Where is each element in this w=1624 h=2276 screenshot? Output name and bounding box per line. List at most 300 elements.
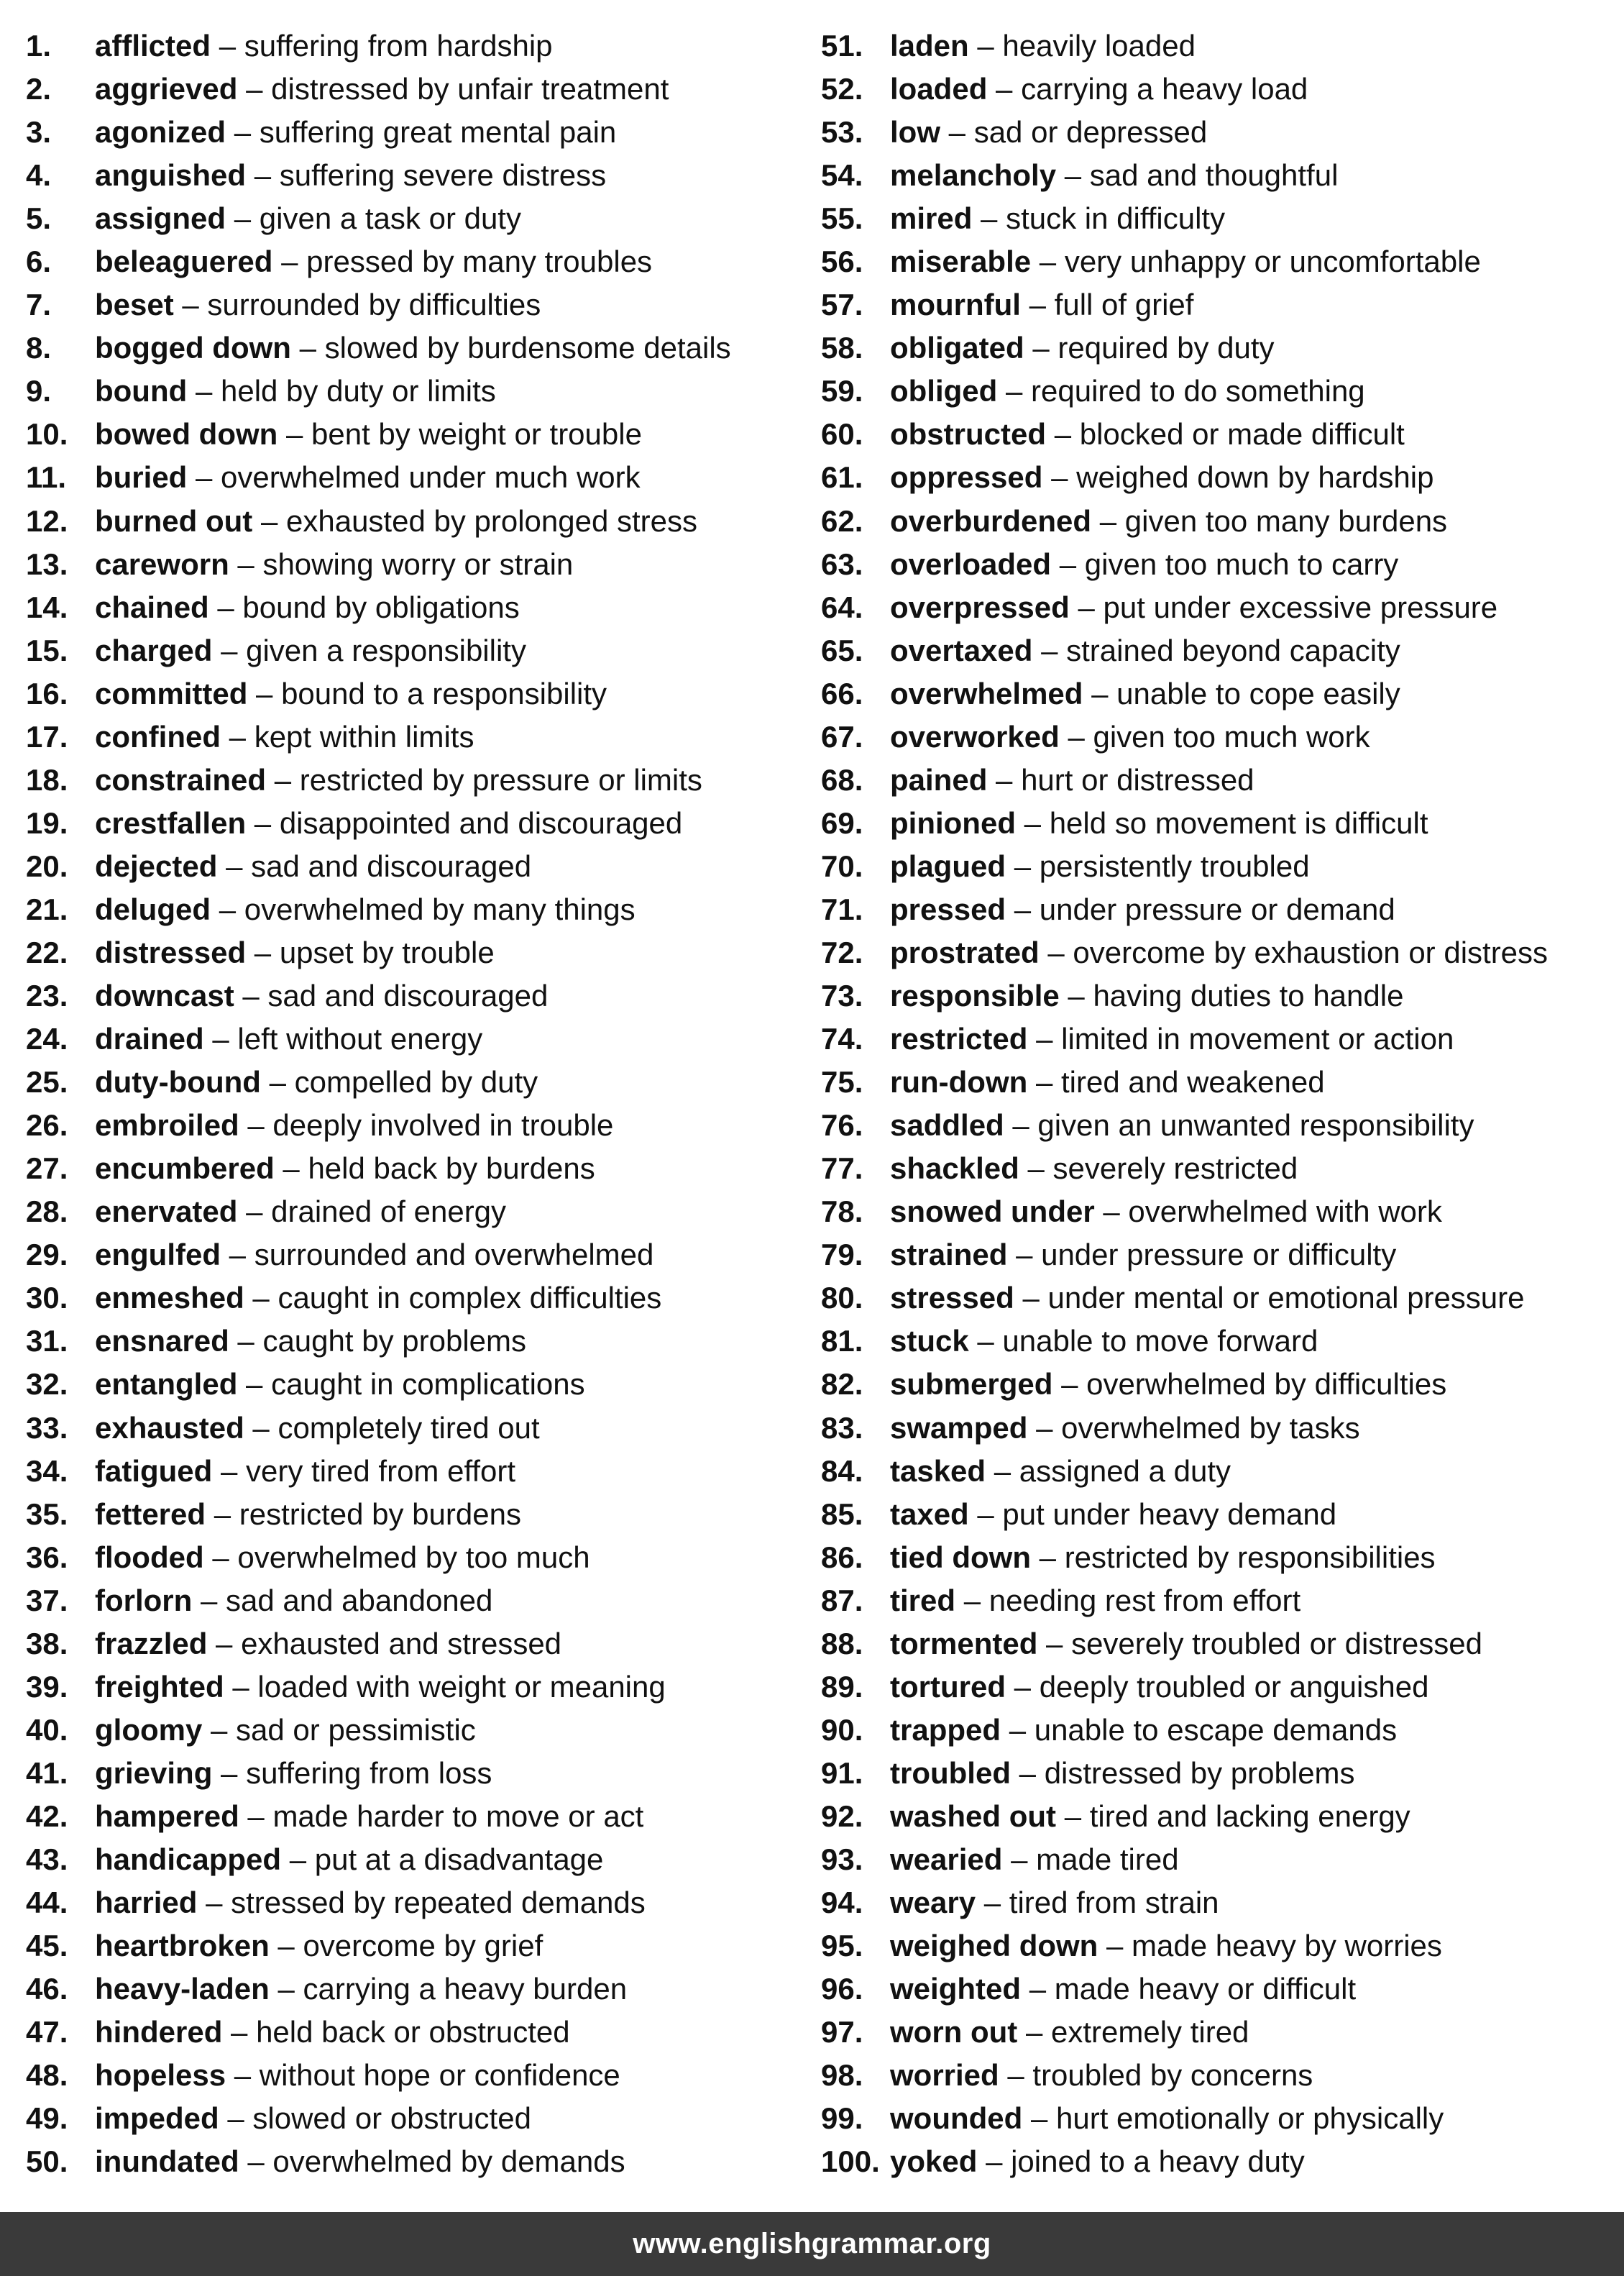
item-text [890, 2054, 1313, 2097]
item-definition: exhausted and stressed [241, 1626, 562, 1660]
item-number: 10. [26, 417, 68, 452]
list-item [821, 197, 1612, 240]
item-number: 15. [26, 633, 68, 667]
item-text [95, 24, 553, 68]
item-number: 98. [821, 2058, 863, 2093]
list-item [821, 1104, 1612, 1147]
item-text [95, 845, 531, 888]
item-word: heavy-laden [95, 1972, 270, 2006]
item-text [890, 1665, 1428, 1709]
item-number: 79. [821, 1238, 863, 1272]
item-number: 97. [821, 2015, 863, 2049]
item-separator: – [254, 158, 272, 193]
item-text [890, 1233, 1396, 1276]
item-text [95, 716, 474, 759]
list-item [26, 68, 802, 111]
item-separator: – [216, 1626, 233, 1660]
item-separator: – [1014, 892, 1032, 926]
list-item [821, 413, 1612, 456]
item-word: confined [95, 719, 221, 754]
item-text [890, 154, 1338, 197]
list-item [26, 1967, 802, 2011]
item-definition: compelled by duty [294, 1065, 538, 1100]
item-separator: – [260, 503, 278, 538]
list-item [821, 1536, 1612, 1579]
item-word: entangled [95, 1367, 238, 1402]
list-item [26, 1104, 802, 1147]
item-definition: restricted by pressure or limits [299, 762, 702, 797]
item-text [890, 197, 1225, 240]
item-number: 39. [26, 1669, 68, 1704]
item-word: aggrieved [95, 72, 238, 106]
item-separator: – [1036, 1022, 1053, 1056]
item-text [890, 2140, 1305, 2183]
item-definition: overwhelmed by difficulties [1086, 1367, 1447, 1402]
item-definition: required by duty [1058, 331, 1275, 365]
item-separator: – [1054, 417, 1072, 452]
item-text [95, 1233, 653, 1276]
item-text [890, 1061, 1325, 1104]
item-word: burned out [95, 503, 253, 538]
list-item [821, 154, 1612, 197]
list-item [26, 845, 802, 888]
item-definition: without hope or confidence [259, 2058, 620, 2093]
item-word: inundated [95, 2144, 239, 2179]
item-definition: unable to escape demands [1034, 1712, 1398, 1747]
list-item [821, 888, 1612, 931]
item-number: 91. [821, 1755, 863, 1790]
item-separator: – [277, 1972, 295, 2006]
item-number: 4. [26, 158, 52, 193]
list-item [26, 197, 802, 240]
list-item [821, 1363, 1612, 1406]
item-definition: given too much work [1093, 719, 1370, 754]
item-word: encumbered [95, 1151, 275, 1186]
list-item [821, 1147, 1612, 1190]
item-word: responsible [890, 979, 1060, 1013]
item-word: distressed [95, 935, 247, 969]
list-item [26, 2140, 802, 2183]
item-definition: drained of energy [271, 1194, 507, 1229]
item-word: obligated [890, 331, 1024, 365]
item-text [95, 759, 702, 802]
item-number: 64. [821, 590, 863, 624]
item-number: 20. [26, 849, 68, 883]
list-item [821, 2140, 1612, 2183]
list-item [821, 1665, 1612, 1709]
list-item [821, 370, 1612, 413]
item-text [890, 413, 1405, 456]
item-separator: – [1025, 2015, 1043, 2049]
item-word: weighted [890, 1972, 1022, 2006]
item-word: miserable [890, 244, 1032, 279]
item-text [95, 1320, 526, 1363]
item-separator: – [285, 417, 303, 452]
item-number: 94. [821, 1886, 863, 1920]
item-text [95, 802, 682, 845]
list-item [821, 2011, 1612, 2054]
item-word: overburdened [890, 503, 1092, 538]
item-separator: – [221, 633, 238, 667]
list-item [26, 1622, 802, 1665]
item-word: downcast [95, 979, 234, 1013]
item-definition: sad and thoughtful [1089, 158, 1339, 193]
list-item [821, 1709, 1612, 1752]
item-definition: overcome by grief [303, 1929, 543, 1963]
item-definition: unable to move forward [1002, 1324, 1318, 1358]
item-definition: overwhelmed by demands [272, 2144, 625, 2179]
item-number: 8. [26, 331, 52, 365]
item-separator: – [247, 1108, 265, 1143]
item-number: 13. [26, 547, 68, 581]
item-number: 25. [26, 1065, 68, 1100]
list-item [821, 1924, 1612, 1967]
list-item [26, 802, 802, 845]
item-number: 84. [821, 1453, 863, 1488]
item-word: crestfallen [95, 805, 247, 840]
list-item [26, 413, 802, 456]
item-separator: – [977, 29, 994, 63]
item-separator: – [1078, 590, 1095, 624]
item-number: 51. [821, 29, 863, 63]
item-word: engulfed [95, 1238, 221, 1272]
item-word: oppressed [890, 460, 1043, 495]
item-separator: – [1068, 979, 1085, 1013]
item-separator: – [1103, 1194, 1120, 1229]
item-text [890, 716, 1370, 759]
item-definition: bound to a responsibility [281, 676, 607, 710]
item-text [890, 1363, 1446, 1406]
item-number: 45. [26, 1929, 68, 1963]
item-text [95, 283, 541, 326]
item-word: prostrated [890, 935, 1040, 969]
item-number: 46. [26, 1972, 68, 2006]
item-number: 34. [26, 1453, 68, 1488]
item-definition: given too many burdens [1124, 503, 1448, 538]
item-number: 63. [821, 547, 863, 581]
item-definition: upset by trouble [279, 935, 495, 969]
item-definition: overwhelmed by many things [244, 892, 636, 926]
item-separator: – [994, 1453, 1011, 1488]
item-text [95, 197, 521, 240]
item-text [95, 974, 548, 1018]
item-text [95, 1967, 627, 2011]
item-word: deluged [95, 892, 211, 926]
item-definition: under mental or emotional pressure [1047, 1281, 1525, 1315]
item-number: 26. [26, 1108, 68, 1143]
item-word: frazzled [95, 1626, 208, 1660]
item-definition: required to do something [1031, 374, 1365, 408]
item-definition: sad and discouraged [267, 979, 549, 1013]
item-word: overworked [890, 719, 1060, 754]
item-word: swamped [890, 1410, 1028, 1445]
item-separator: – [981, 201, 998, 236]
item-number: 76. [821, 1108, 863, 1143]
item-text [890, 456, 1433, 499]
item-text [95, 2011, 570, 2054]
list-item [26, 1320, 802, 1363]
item-text [890, 1795, 1410, 1838]
item-definition: held back by burdens [308, 1151, 595, 1186]
item-text [890, 240, 1481, 283]
item-word: beleaguered [95, 244, 273, 279]
item-word: impeded [95, 2101, 219, 2136]
list-item [821, 456, 1612, 499]
item-definition: very unhappy or uncomfortable [1064, 244, 1481, 279]
item-text [890, 1709, 1397, 1752]
item-number: 35. [26, 1496, 68, 1531]
item-separator: – [1029, 1972, 1047, 2006]
item-definition: made harder to move or act [272, 1799, 644, 1833]
item-text [95, 1018, 482, 1061]
item-word: weary [890, 1886, 976, 1920]
item-separator: – [254, 935, 272, 969]
item-text [890, 1579, 1300, 1622]
item-separator: – [986, 2144, 1003, 2179]
item-text [890, 931, 1548, 974]
list-item [26, 456, 802, 499]
item-text [890, 845, 1310, 888]
item-separator: – [1009, 1712, 1027, 1747]
item-text [95, 154, 606, 197]
item-definition: held back or obstructed [256, 2015, 570, 2049]
item-word: pained [890, 762, 988, 797]
item-number: 69. [821, 805, 863, 840]
list-item [26, 1924, 802, 1967]
item-number: 74. [821, 1022, 863, 1056]
item-separator: – [983, 1886, 1001, 1920]
item-definition: overwhelmed by too much [237, 1540, 590, 1574]
item-word: stuck [890, 1324, 969, 1358]
list-item [26, 543, 802, 586]
list-item [821, 586, 1612, 629]
item-definition: extremely tired [1051, 2015, 1249, 2049]
item-separator: – [274, 762, 292, 797]
list-item [26, 240, 802, 283]
item-number: 85. [821, 1496, 863, 1531]
item-word: assigned [95, 201, 226, 236]
item-word: heartbroken [95, 1929, 270, 1963]
item-text [95, 2097, 531, 2140]
item-separator: – [247, 2144, 265, 2179]
item-definition: tired from strain [1009, 1886, 1219, 1920]
item-text [95, 370, 496, 413]
item-number: 11. [26, 460, 67, 495]
list-item [821, 1061, 1612, 1104]
item-word: saddled [890, 1108, 1004, 1143]
item-number: 40. [26, 1712, 68, 1747]
item-number: 82. [821, 1367, 863, 1402]
item-text [890, 1276, 1525, 1320]
item-separator: – [977, 1496, 994, 1531]
item-word: strained [890, 1238, 1008, 1272]
item-text [95, 1924, 543, 1967]
item-word: duty-bound [95, 1065, 261, 1100]
item-word: bound [95, 374, 188, 408]
list-item [26, 1493, 802, 1536]
item-separator: – [227, 2101, 244, 2136]
item-number: 36. [26, 1540, 68, 1574]
item-text [95, 1407, 540, 1450]
item-text [890, 586, 1497, 629]
item-separator: – [996, 72, 1013, 106]
item-definition: stuck in difficulty [1006, 201, 1226, 236]
item-text [95, 413, 642, 456]
item-word: low [890, 115, 940, 150]
item-text [890, 370, 1365, 413]
item-word: beset [95, 288, 174, 322]
list-item [26, 1147, 802, 1190]
item-text [890, 326, 1275, 370]
item-definition: overwhelmed with work [1128, 1194, 1442, 1229]
item-number: 49. [26, 2101, 68, 2136]
item-number: 12. [26, 503, 68, 538]
item-word: worn out [890, 2015, 1018, 2049]
item-separator: – [283, 1151, 300, 1186]
item-number: 67. [821, 719, 863, 754]
item-text [95, 1104, 613, 1147]
item-word: forlorn [95, 1583, 193, 1617]
item-definition: very tired from effort [246, 1453, 516, 1488]
item-separator: – [1106, 1929, 1124, 1963]
item-text [890, 1536, 1436, 1579]
item-number: 100. [821, 2144, 880, 2179]
item-definition: overcome by exhaustion or distress [1073, 935, 1549, 969]
item-number: 88. [821, 1626, 863, 1660]
item-word: overtaxed [890, 633, 1033, 667]
item-separator: – [200, 1583, 218, 1617]
item-number: 29. [26, 1238, 68, 1272]
item-text [890, 111, 1207, 154]
item-definition: carrying a heavy load [1021, 72, 1308, 106]
list-item [26, 1838, 802, 1881]
list-item [821, 931, 1612, 974]
item-definition: sad and abandoned [226, 1583, 493, 1617]
item-number: 87. [821, 1583, 863, 1617]
item-text [95, 1147, 595, 1190]
item-word: afflicted [95, 29, 211, 63]
item-separator: – [1014, 849, 1032, 883]
item-definition: disappointed and discouraged [279, 805, 683, 840]
item-separator: – [1046, 1626, 1063, 1660]
item-definition: severely troubled or distressed [1071, 1626, 1483, 1660]
item-word: snowed under [890, 1194, 1095, 1229]
item-separator: – [1024, 805, 1042, 840]
item-text [95, 672, 607, 716]
item-word: exhausted [95, 1410, 244, 1445]
item-text [95, 931, 495, 974]
item-definition: tired and weakened [1060, 1065, 1325, 1100]
item-definition: suffering from hardship [244, 29, 553, 63]
item-definition: surrounded and overwhelmed [254, 1238, 654, 1272]
item-word: shackled [890, 1151, 1019, 1186]
item-definition: left without energy [237, 1022, 483, 1056]
item-number: 92. [821, 1799, 863, 1833]
item-separator: – [289, 1842, 307, 1876]
list-item [26, 716, 802, 759]
list-item [821, 68, 1612, 111]
footer-bar [0, 2212, 1624, 2276]
item-word: ensnared [95, 1324, 229, 1358]
item-definition: suffering severe distress [279, 158, 607, 193]
item-number: 48. [26, 2058, 68, 2093]
item-definition: carrying a heavy burden [303, 1972, 628, 2006]
list-item [821, 845, 1612, 888]
item-separator: – [1051, 460, 1068, 495]
item-text [95, 240, 652, 283]
item-text [95, 1276, 661, 1320]
item-separator: – [234, 2058, 252, 2093]
item-definition: tired and lacking energy [1089, 1799, 1410, 1833]
item-separator: – [1014, 1669, 1032, 1704]
item-definition: assigned a duty [1019, 1453, 1231, 1488]
item-separator: – [1019, 1755, 1037, 1790]
item-word: overloaded [890, 547, 1052, 581]
item-word: mournful [890, 288, 1021, 322]
item-separator: – [246, 72, 263, 106]
item-separator: – [234, 115, 252, 150]
item-number: 58. [821, 331, 863, 365]
list-item [26, 888, 802, 931]
item-word: drained [95, 1022, 204, 1056]
item-word: troubled [890, 1755, 1011, 1790]
item-number: 23. [26, 979, 68, 1013]
item-number: 54. [821, 158, 863, 193]
list-item [26, 1795, 802, 1838]
item-separator: – [212, 1022, 229, 1056]
item-separator: – [1007, 2058, 1024, 2093]
item-text [890, 1838, 1179, 1881]
item-separator: – [206, 1886, 223, 1920]
item-number: 55. [821, 201, 863, 236]
item-word: tied down [890, 1540, 1031, 1574]
item-word: tortured [890, 1669, 1006, 1704]
list-item [821, 2097, 1612, 2140]
item-word: laden [890, 29, 969, 63]
item-separator: – [195, 374, 213, 408]
item-word: harried [95, 1886, 198, 1920]
item-number: 90. [821, 1712, 863, 1747]
footer-website-url[interactable]: www.englishgrammar.org [633, 2228, 991, 2259]
item-separator: – [1099, 503, 1117, 538]
item-word: enervated [95, 1194, 238, 1229]
item-number: 62. [821, 503, 863, 538]
item-separator: – [237, 1324, 254, 1358]
item-text [95, 1579, 492, 1622]
item-text [890, 888, 1395, 931]
item-definition: caught in complications [271, 1367, 585, 1402]
item-definition: sad or pessimistic [236, 1712, 476, 1747]
item-definition: held by duty or limits [220, 374, 496, 408]
item-word: stressed [890, 1281, 1014, 1315]
item-number: 18. [26, 762, 68, 797]
item-text [95, 1622, 561, 1665]
item-word: loaded [890, 72, 988, 106]
item-word: hampered [95, 1799, 239, 1833]
item-word: weighed down [890, 1929, 1098, 1963]
item-separator: – [246, 1367, 263, 1402]
item-separator: – [252, 1281, 270, 1315]
item-separator: – [219, 892, 237, 926]
list-item [821, 2054, 1612, 2097]
item-word: buried [95, 460, 188, 495]
item-number: 89. [821, 1669, 863, 1704]
item-number: 33. [26, 1410, 68, 1445]
item-word: pressed [890, 892, 1006, 926]
item-number: 57. [821, 288, 863, 322]
item-definition: blocked or made difficult [1079, 417, 1405, 452]
list-item [821, 111, 1612, 154]
